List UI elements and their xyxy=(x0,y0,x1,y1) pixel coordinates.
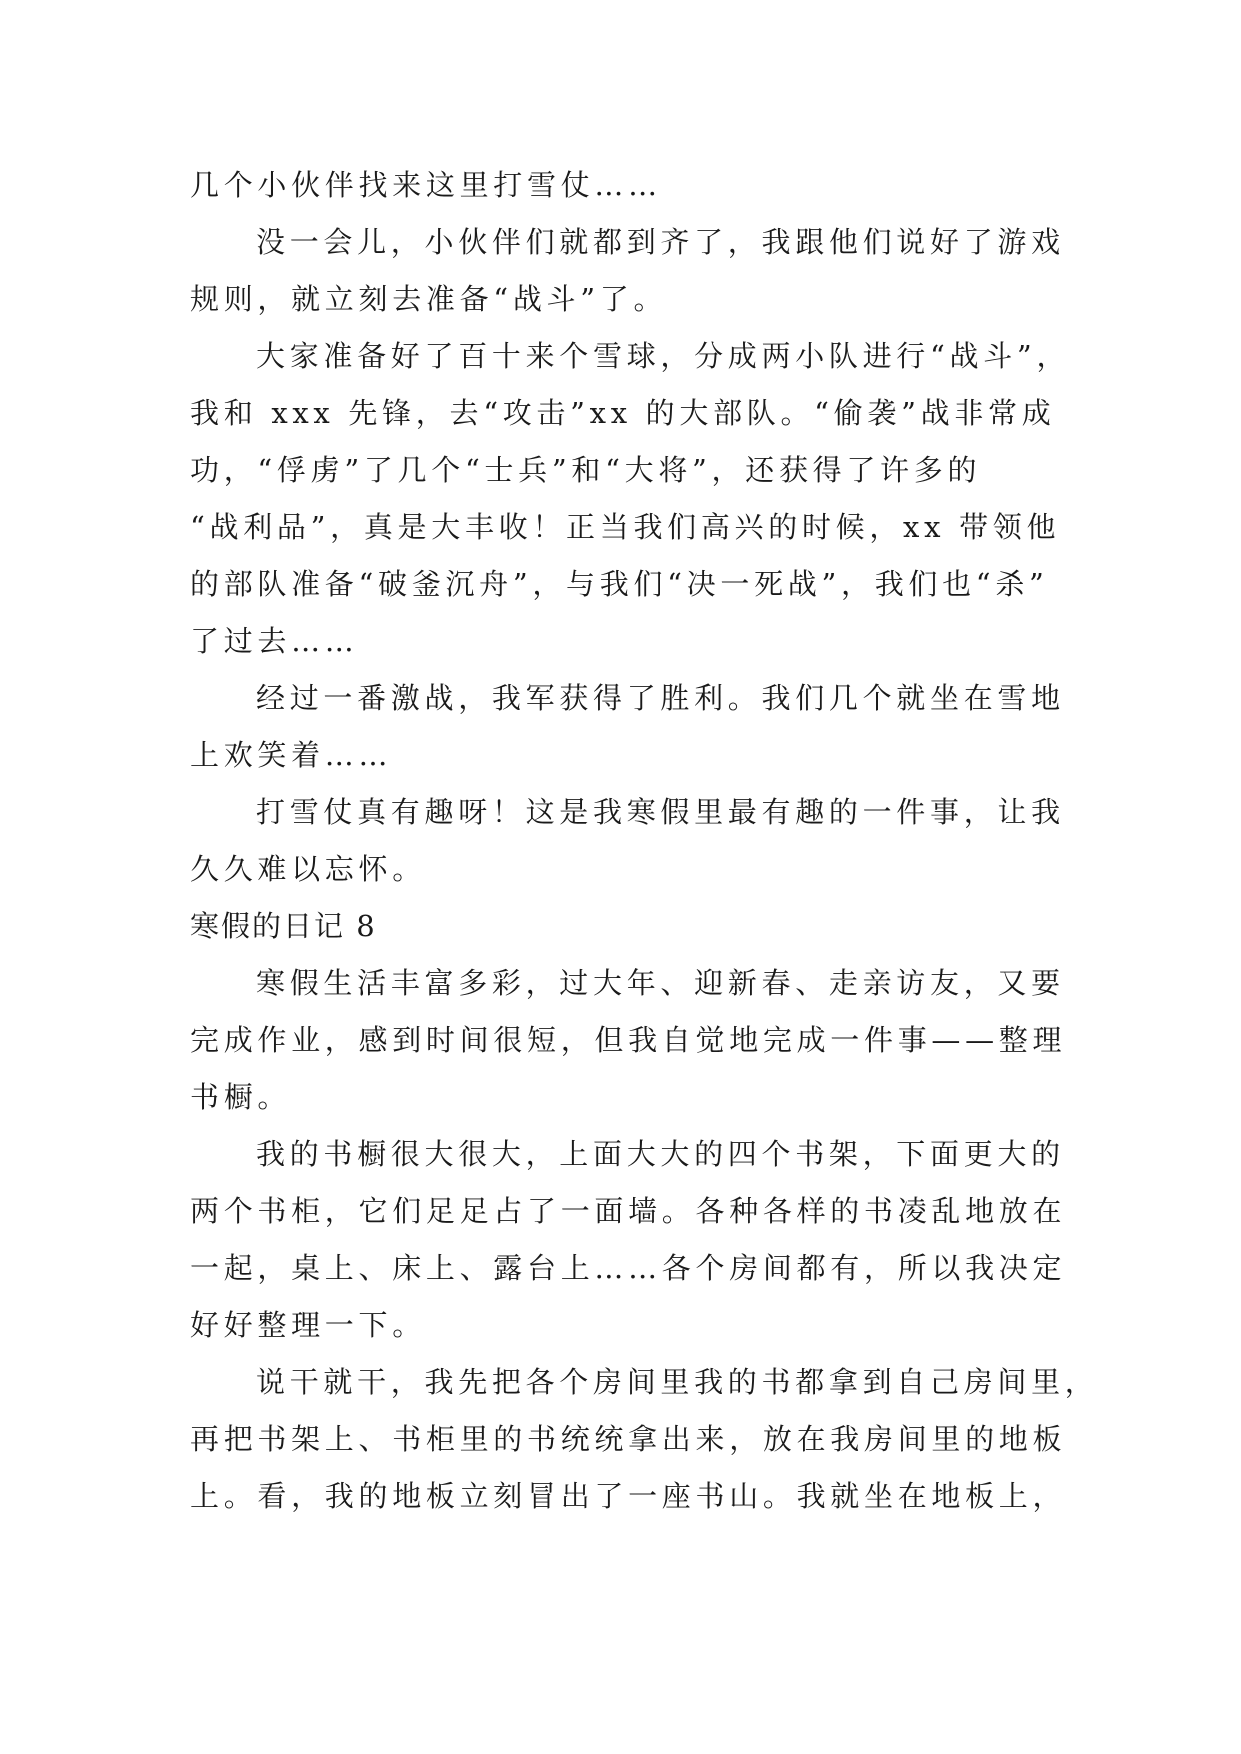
paragraph-line: 打雪仗真有趣呀！这是我寒假里最有趣的一件事，让我 xyxy=(256,795,1065,829)
paragraph-line: 大家准备好了百十来个雪球，分成两小队进行“战斗”， xyxy=(256,339,1071,373)
paragraph-line: 规则，就立刻去准备“战斗”了。 xyxy=(190,282,668,316)
paragraph-line: 没一会儿，小伙伴们就都到齐了，我跟他们说好了游戏 xyxy=(256,225,1065,259)
paragraph-line: 书橱。 xyxy=(190,1080,292,1114)
paragraph-line: 上欢笑着…… xyxy=(190,738,393,772)
paragraph-line: 上。看，我的地板立刻冒出了一座书山。我就坐在地板上， xyxy=(190,1479,1067,1513)
paragraph-line: 两个书柜，它们足足占了一面墙。各种各样的书凌乱地放在 xyxy=(190,1194,1067,1228)
paragraph-line: 功，“俘虏”了几个“士兵”和“大将”，还获得了许多的 xyxy=(190,453,982,487)
paragraph-line: 寒假生活丰富多彩，过大年、迎新春、走亲访友，又要 xyxy=(256,966,1065,1000)
paragraph-line: 说干就干，我先把各个房间里我的书都拿到自己房间里， xyxy=(256,1365,1099,1399)
paragraph-line: 一起，桌上、床上、露台上……各个房间都有，所以我决定 xyxy=(190,1251,1067,1285)
paragraph-line: 经过一番激战，我军获得了胜利。我们几个就坐在雪地 xyxy=(256,681,1065,715)
paragraph-line: 我的书橱很大很大，上面大大的四个书架，下面更大的 xyxy=(256,1137,1065,1171)
paragraph-line: 再把书架上、书柜里的书统统拿出来，放在我房间里的地板 xyxy=(190,1422,1067,1456)
paragraph-line: 我和 xxx 先锋，去“攻击”xx 的大部队。“偷袭”战非常成 xyxy=(190,396,1056,430)
paragraph-line: 好好整理一下。 xyxy=(190,1308,426,1342)
paragraph-line: 了过去…… xyxy=(190,624,359,658)
paragraph-line: 久久难以忘怀。 xyxy=(190,852,426,886)
paragraph-line: 完成作业，感到时间很短，但我自觉地完成一件事——整理 xyxy=(190,1023,1067,1057)
paragraph-line: 几个小伙伴找来这里打雪仗…… xyxy=(190,168,662,202)
paragraph-line: 的部队准备“破釜沉舟”，与我们“决一死战”，我们也“杀” xyxy=(190,567,1049,601)
section-heading: 寒假的日记 8 xyxy=(190,909,377,943)
paragraph-line: “战利品”，真是大丰收！正当我们高兴的时候，xx 带领他 xyxy=(190,510,1061,544)
